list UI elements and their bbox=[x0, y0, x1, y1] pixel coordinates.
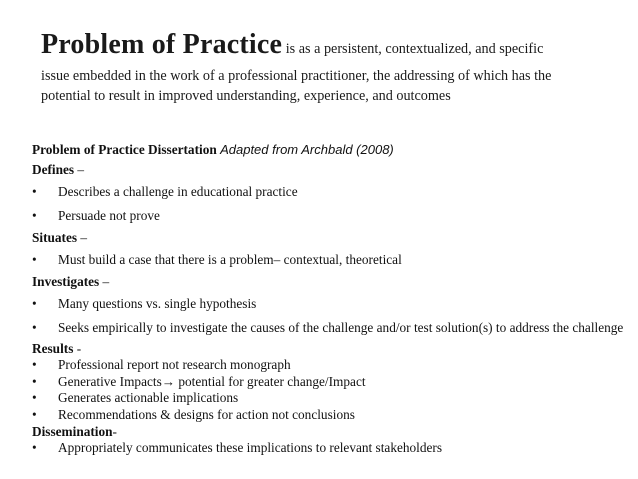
dissertation-heading bbox=[32, 140, 632, 160]
title-definition-start: is as a persistent, contextualized, and specific bbox=[282, 41, 544, 57]
section-heading-defines: Defines – bbox=[32, 162, 85, 177]
section-heading-results: Results - bbox=[32, 341, 82, 356]
section-defines bbox=[32, 160, 632, 228]
bullet-icon: • bbox=[32, 373, 37, 389]
bullet-icon: • bbox=[32, 252, 37, 267]
section-heading-situates: Situates – bbox=[32, 230, 88, 245]
list-item: • Persuade not prove bbox=[32, 204, 632, 228]
bullet-icon: • bbox=[32, 390, 37, 405]
bullet-icon: • bbox=[32, 320, 37, 335]
section-results bbox=[32, 340, 632, 423]
slide-body bbox=[32, 140, 632, 457]
bullet-icon: • bbox=[32, 440, 37, 455]
section-dissemination bbox=[32, 423, 632, 457]
slide-title: Problem of Practice bbox=[41, 29, 283, 60]
list-item: • Must build a case that there is a problem– contextual, theoretical bbox=[32, 248, 632, 272]
title-line-1 bbox=[41, 28, 621, 66]
dissertation-heading-label: Problem of Practice Dissertation bbox=[32, 142, 221, 157]
dissertation-heading-source: Adapted from Archbald (2008) bbox=[220, 142, 394, 157]
bullet-icon: • bbox=[32, 296, 37, 311]
bullet-icon: • bbox=[32, 184, 37, 199]
list-item: • Recommendations & designs for action not conclusions bbox=[32, 406, 355, 422]
section-heading-investigates: Investigates – bbox=[32, 274, 110, 289]
list-item: • Generative Impacts→ potential for greater change/Impact bbox=[32, 373, 366, 389]
title-line-2: issue embedded in the work of a professional practitioner, the addressing of which has the bbox=[41, 68, 552, 84]
list-item: • Appropriately communicates these implications to relevant stakeholders bbox=[32, 440, 443, 455]
list-item: • Generates actionable implications bbox=[32, 390, 239, 405]
section-situates bbox=[32, 228, 632, 272]
list-item: • Professional report not research monograph bbox=[32, 357, 291, 372]
bullet-icon: • bbox=[32, 406, 37, 422]
bullet-icon: • bbox=[32, 357, 37, 372]
arrow-right-icon: → bbox=[161, 373, 176, 389]
title-line-3: potential to result in improved understanding, experience, and outcomes bbox=[41, 88, 451, 104]
list-item: • Many questions vs. single hypothesis bbox=[32, 292, 632, 316]
list-item: • Describes a challenge in educational practice bbox=[32, 180, 632, 204]
bullet-icon: • bbox=[32, 208, 37, 223]
section-investigates bbox=[32, 272, 632, 340]
list-item: • Seeks empirically to investigate the causes of the challenge and/or test solution(s) to address the challenge bbox=[32, 316, 632, 340]
section-heading-dissemination: Dissemination- bbox=[32, 424, 117, 439]
slide-title-block bbox=[41, 28, 621, 106]
